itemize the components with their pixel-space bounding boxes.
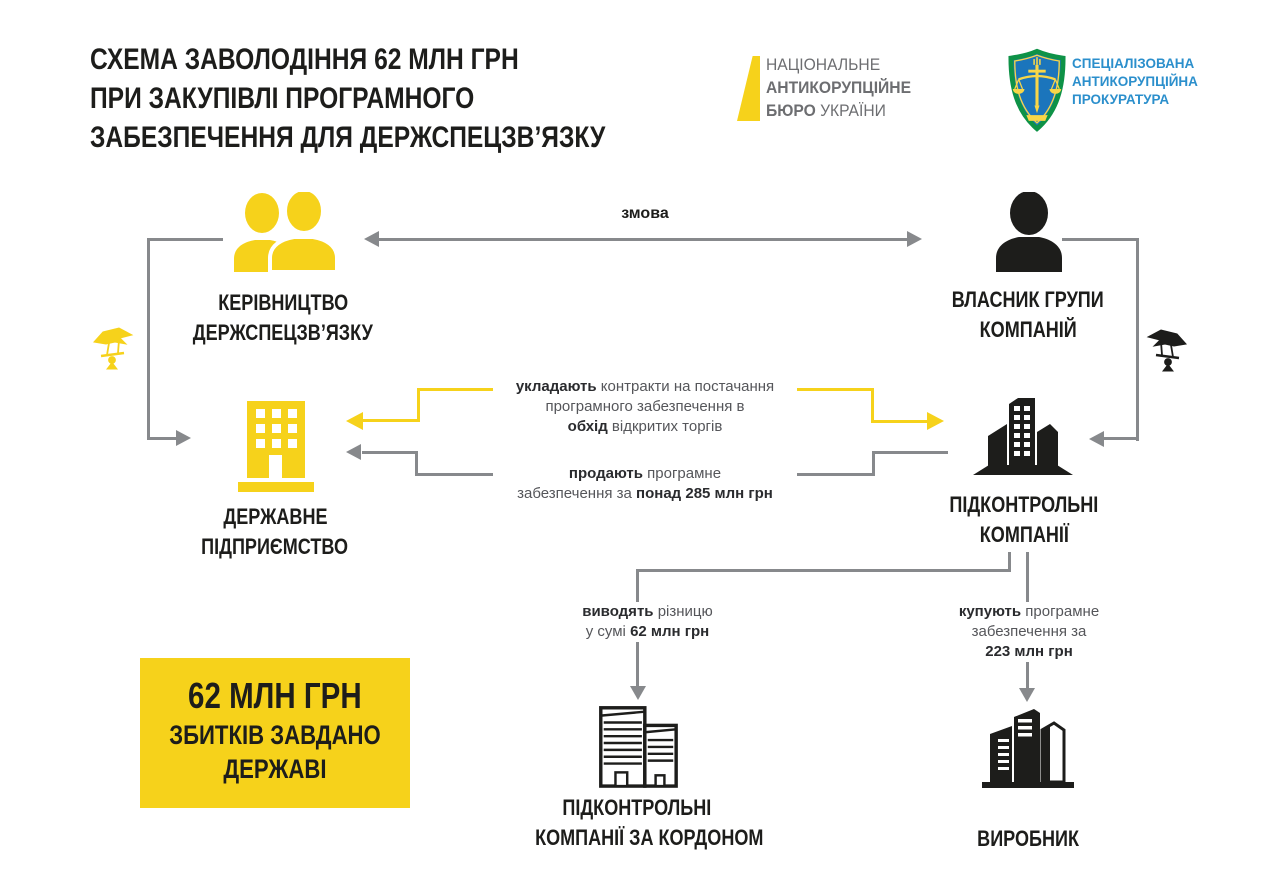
producer-buildings-icon	[980, 702, 1076, 790]
arrowhead-left-icon	[346, 412, 363, 430]
controlled-companies-label: ПІДКОНТРОЛЬНІ КОМПАНІЇ	[949, 492, 1099, 547]
line-segment	[871, 420, 929, 423]
state-enterprise-label: ДЕРЖАВНЕ ПІДПРИЄМСТВО	[201, 504, 349, 559]
edge-sell-label: продають програмне забезпечення за понад 285 млн грн	[493, 464, 797, 504]
loss-text-line2: ЗБИТКІВ ЗАВДАНО	[169, 720, 381, 750]
producer-label: ВИРОБНИК	[977, 826, 1079, 851]
arrowhead-right-icon	[176, 430, 191, 446]
page-title-line1: СХЕМА ЗАВОЛОДІННЯ 62 МЛН ГРН	[90, 43, 519, 76]
leadership-people-icon	[222, 192, 347, 272]
line-segment	[872, 451, 948, 454]
arrowhead-right-icon	[927, 412, 944, 430]
line-segment	[417, 388, 420, 422]
owner-person-icon	[990, 192, 1068, 272]
line-segment	[376, 238, 910, 241]
arrowhead-right-icon	[907, 231, 922, 247]
line-segment	[1136, 238, 1139, 441]
puppeteer-hand-yellow-icon	[90, 326, 134, 370]
line-segment	[362, 419, 420, 422]
loss-callout	[140, 658, 410, 808]
line-segment	[871, 388, 874, 423]
sap-line1: СПЕЦІАЛІЗОВАНА	[1072, 56, 1195, 71]
leadership-label: КЕРІВНИЦТВО ДЕРЖСПЕЦЗВ’ЯЗКУ	[192, 290, 374, 345]
line-segment	[147, 238, 150, 440]
state-building-icon	[230, 398, 322, 492]
edge-buy-label: купують програмне забезпечення за 223 млн грн	[929, 602, 1129, 662]
edge-conspiracy-label: змова	[621, 205, 669, 222]
nabu-logo-text	[766, 53, 924, 122]
foreign-companies-label: ПІДКОНТРОЛЬНІ КОМПАНІЇ ЗА КОРДОНОМ	[535, 795, 764, 850]
owner-label: ВЛАСНИК ГРУПИ КОМПАНІЙ	[951, 287, 1105, 342]
controlled-buildings-icon	[972, 394, 1074, 480]
line-segment	[147, 437, 177, 440]
sap-line2: АНТИКОРУПЦІЙНА	[1072, 74, 1198, 89]
sap-line3: ПРОКУРАТУРА	[1072, 92, 1170, 107]
page-title-line3: ЗАБЕЗПЕЧЕННЯ ДЛЯ ДЕРЖСПЕЦЗВ’ЯЗКУ	[90, 121, 606, 154]
line-segment	[362, 451, 418, 454]
edge-withdraw-label: виводять різницю у сумі 62 млн грн	[545, 602, 750, 642]
page-title-line2: ПРИ ЗАКУПІВЛІ ПРОГРАМНОГО	[90, 82, 475, 115]
loss-text-line3: ДЕРЖАВІ	[223, 754, 327, 784]
puppeteer-hand-black-icon	[1146, 328, 1190, 372]
page-title	[90, 40, 718, 157]
sap-logo-text	[1072, 55, 1198, 109]
edge-contracts-label: укладають контракти на постачання програмного забезпечення в обхід відкритих торгів	[493, 377, 797, 437]
line-segment	[147, 238, 223, 241]
line-segment	[636, 569, 1011, 572]
arrowhead-left-icon	[364, 231, 379, 247]
arrowhead-left-icon	[1089, 431, 1104, 447]
arrowhead-down-icon	[1019, 688, 1035, 702]
sap-emblem-icon	[1008, 48, 1066, 132]
arrowhead-left-icon	[346, 444, 361, 460]
nabu-line3: БЮРО УКРАЇНИ	[766, 101, 886, 120]
loss-amount: 62 МЛН ГРН	[188, 675, 362, 716]
line-segment	[872, 451, 875, 476]
nabu-wedge-icon	[737, 56, 760, 121]
nabu-line1: НАЦІОНАЛЬНЕ	[766, 55, 881, 74]
line-segment	[1103, 437, 1139, 440]
foreign-buildings-icon	[590, 698, 684, 790]
nabu-line2: АНТИКОРУПЦІЙНЕ	[766, 78, 912, 97]
line-segment	[1062, 238, 1139, 241]
